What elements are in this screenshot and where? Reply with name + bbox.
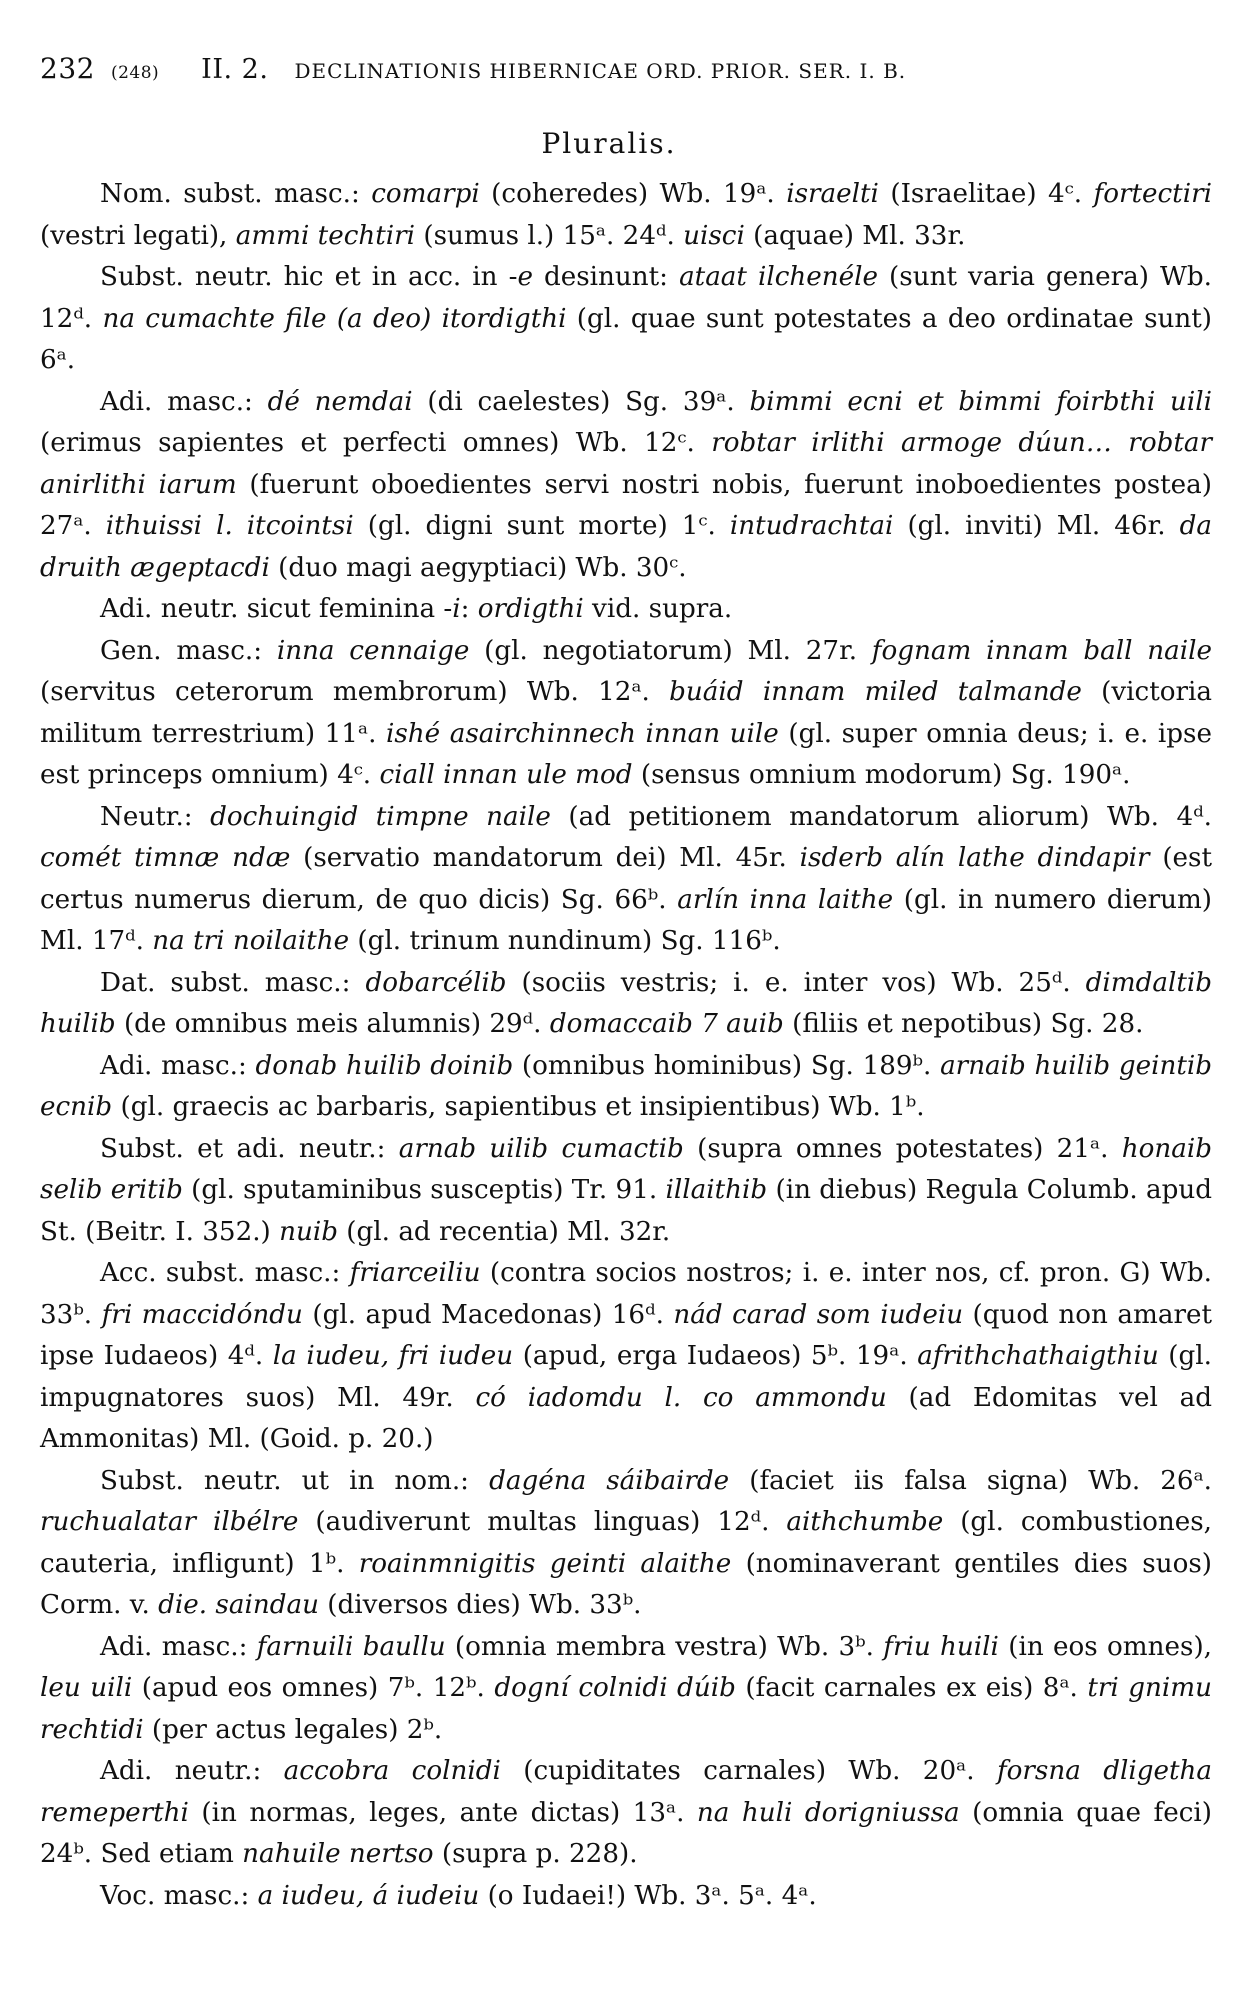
irish-form: arnaib huilib geintib ecnib — [40, 1050, 1213, 1122]
text-run: (gl. graecis ac barbaris, sapientibus et insipientibus) Wb. 1ᵇ. — [112, 1092, 925, 1122]
paragraph — [40, 1461, 1212, 1627]
paragraph — [40, 589, 1212, 631]
paragraph — [40, 797, 1212, 963]
page — [40, 52, 1212, 1917]
irish-form: nahuile nertso — [242, 1839, 434, 1869]
text-run: (gl. trinum nundinum) Sg. 116ᵇ. — [349, 926, 781, 956]
irish-form: e — [517, 262, 533, 292]
text-run: (aquae) Ml. 33r. — [744, 220, 966, 251]
text-run: Adi. masc.: — [100, 386, 268, 417]
irish-form: uisci — [683, 220, 745, 251]
paragraph — [40, 1876, 1212, 1918]
text-run: (quod non amaret ipse Iudaeos) 4ᵈ. — [40, 1299, 1213, 1371]
text-run: (ad petitionem mandatorum aliorum) Wb. 4ᵈ. — [550, 801, 1212, 832]
irish-form: aithchumbe — [786, 1507, 944, 1537]
text-run: (servatio mandatorum dei) Ml. 45r. — [290, 843, 800, 873]
paragraph — [40, 1253, 1212, 1461]
paragraph — [40, 963, 1212, 1046]
irish-form: inna cennaige — [276, 635, 470, 666]
text-run: (omnibus hominibus) Sg. 189ᵇ. — [513, 1050, 941, 1081]
text-run: (omnia quae feci) 24ᵇ. Sed etiam — [40, 1797, 1212, 1869]
irish-form: leu uili — [40, 1673, 133, 1703]
text-run: (gl. negotiatorum) Ml. 27r. — [469, 635, 872, 666]
text-run: (de omnibus meis alumnis) 29ᵈ. — [115, 1009, 550, 1039]
text-run: (coheredes) Wb. 19ᵃ. — [479, 179, 787, 209]
irish-form: israelti — [786, 179, 879, 209]
irish-form: a iudeu, á iudeiu — [257, 1880, 480, 1911]
text-run: Subst. et adi. neutr.: — [100, 1133, 399, 1164]
text-run: (in diebus) Regula Columb. apud St. (Beitr. I. 352.) — [40, 1175, 1212, 1247]
irish-form: dobarcélib — [365, 967, 507, 998]
text-run: (in normas, leges, ante dictas) 13ᵃ. — [188, 1797, 697, 1828]
text-run: (cupiditates carnales) Wb. 20ᵃ. — [500, 1756, 997, 1786]
text-run: (gl. combustiones, cauteria, infligunt) 1ᵇ. — [40, 1507, 1212, 1579]
irish-form: die. saindau — [158, 1590, 319, 1620]
irish-form: la iudeu, fri iudeu — [272, 1341, 514, 1371]
text-run: desinunt: — [532, 262, 680, 292]
irish-form: intudrachtai — [729, 511, 894, 541]
irish-form: na huli dorigniussa — [696, 1797, 960, 1828]
text-run: (apud eos omnes) 7ᵇ. 12ᵇ. — [132, 1673, 495, 1703]
paragraph — [40, 382, 1212, 590]
irish-form: bimmi ecni et bimmi foirbthi uili — [749, 386, 1212, 417]
irish-form: arlín inna laithe — [677, 884, 894, 915]
irish-form: ithuissi l. itcointsi — [105, 511, 354, 541]
paragraph — [40, 1046, 1212, 1129]
irish-form: dimdaltib huilib — [40, 967, 1213, 1039]
irish-form: ishé asairchinnech innan uile — [385, 718, 779, 749]
irish-form: dagéna sáibairde — [489, 1465, 730, 1496]
irish-form: dé nemdai — [267, 386, 413, 417]
irish-form: fri maccidóndu — [101, 1299, 303, 1330]
irish-form: da druith ægeptacdi — [40, 511, 1212, 583]
text-run: (Israelitae) 4ᶜ. — [878, 179, 1094, 209]
text-run: (omnia membra vestra) Wb. 3ᵇ. — [445, 1631, 884, 1662]
text-run: (supra omnes potestates) 21ᵃ. — [683, 1133, 1122, 1164]
text-run: Adi. neutr.: — [100, 1756, 284, 1786]
text-run: (gl. inviti) Ml. 46r. — [893, 511, 1180, 541]
text-run: Subst. neutr. ut in nom.: — [100, 1465, 490, 1496]
irish-form: có iadomdu l. co ammondu — [475, 1382, 887, 1413]
text-run: (fuerunt oboedientes servi nostri nobis, fuerunt inoboedientes postea) 27ᵃ. — [40, 469, 1212, 541]
text-run: Acc. subst. masc.: — [100, 1258, 350, 1288]
text-run: Adi. masc.: — [100, 1050, 256, 1081]
irish-form: dogní colnidi dúib — [494, 1673, 736, 1703]
irish-form: donab huilib doinib — [255, 1050, 514, 1081]
irish-form: farnuili baullu — [256, 1631, 446, 1662]
text-run: (gl. apud Macedonas) 16ᵈ. — [302, 1299, 674, 1330]
irish-form: domaccaib 7 auib — [549, 1009, 784, 1039]
paragraph — [40, 1627, 1212, 1752]
text-run: (sensus omnium modorum) Sg. 190ᵃ. — [632, 760, 1131, 790]
paragraph — [40, 1751, 1212, 1876]
text-run: (gl. sputaminibus susceptis) Tr. 91. — [182, 1175, 666, 1205]
sub-page-number: (248) — [110, 63, 160, 83]
text-run: (audiverunt multas linguas) 12ᵈ. — [298, 1507, 787, 1537]
text-run: (filiis et nepotibus) Sg. 28. — [783, 1009, 1144, 1039]
text-run: (facit carnales ex eis) 8ᵃ. — [735, 1673, 1088, 1703]
text-run: Gen. masc.: — [100, 635, 277, 666]
text-run: Dat. subst. masc.: — [100, 967, 366, 998]
text-run: (di caelestes) Sg. 39ᵃ. — [412, 386, 750, 417]
text-run: (gl. quae sunt potestates a deo ordinatae sunt) 6ᵃ. — [40, 303, 1212, 375]
text-run: Nom. subst. masc.: — [100, 179, 372, 209]
section-number: II. 2. — [201, 54, 269, 85]
irish-form: fortectiri — [1093, 179, 1212, 209]
text-run: (gl. in numero dierum) Ml. 17ᵈ. — [40, 884, 1212, 956]
text-run: (gl. impugnatores suos) Ml. 49r. — [40, 1341, 1212, 1413]
text-run: (victoria militum terrestrium) 11ᵃ. — [40, 677, 1212, 749]
text-run: (duo magi aegyptiaci) Wb. 30ᶜ. — [269, 552, 687, 583]
text-run: : — [460, 594, 478, 624]
paragraph — [40, 257, 1212, 382]
text-run: (nominaverant gentiles dies suos) Corm. v. — [40, 1548, 1212, 1620]
body-text — [40, 174, 1212, 1917]
irish-form: tri gnimu rechtidi — [40, 1673, 1212, 1745]
irish-form: dochuingid timpne naile — [210, 801, 551, 832]
text-run: (per actus legales) 2ᵇ. — [143, 1714, 443, 1745]
running-title: DECLINATIONIS HIBERNICAE ORD. PRIOR. SER. I. B. — [294, 59, 907, 83]
paragraph — [40, 1129, 1212, 1254]
text-run: (diversos dies) Wb. 33ᵇ. — [318, 1590, 642, 1620]
irish-form: comét timnæ ndæ — [40, 843, 291, 873]
text-run: (o Iudaei!) Wb. 3ᵃ. 5ᵃ. 4ᵃ. — [479, 1880, 817, 1911]
text-run: vid. supra. — [583, 594, 733, 624]
irish-form: arnab uilib cumactib — [398, 1133, 684, 1164]
text-run: (gl. digni sunt morte) 1ᶜ. — [353, 511, 730, 541]
paragraph — [40, 174, 1212, 257]
irish-form: afrithchathaigthiu — [917, 1341, 1159, 1371]
text-run: (supra p. 228). — [433, 1839, 638, 1869]
text-run: Adi. masc.: — [100, 1631, 257, 1662]
irish-form: forsna dligetha remeperthi — [40, 1756, 1212, 1828]
irish-form: ruchualatar ilbélre — [40, 1507, 299, 1537]
text-run: (ad Edomitas vel ad Ammonitas) Ml. (Goid. p. 20.) — [40, 1382, 1212, 1454]
text-run: (erimus sapientes et perfecti omnes) Wb. 12ᶜ. — [40, 428, 712, 458]
irish-form: illaithib — [665, 1175, 768, 1205]
text-run: Voc. masc.: — [100, 1880, 258, 1911]
running-header — [40, 52, 1212, 85]
paragraph — [40, 631, 1212, 797]
text-run: (gl. ad recentia) Ml. 32r. — [337, 1216, 671, 1247]
irish-form: ataat ilchenéle — [679, 262, 879, 292]
irish-form: na tri noilaithe — [152, 926, 350, 956]
text-run: (vestri legati), — [40, 220, 236, 251]
text-run: Neutr.: — [100, 801, 211, 832]
irish-form: i — [452, 594, 461, 624]
irish-form: friarceiliu — [349, 1258, 481, 1288]
irish-form: fognam innam ball naile — [871, 635, 1212, 666]
irish-form: na cumachte file (a deo) itordigthi — [102, 303, 567, 334]
irish-form: roainmnigitis geinti alaithe — [358, 1548, 732, 1579]
text-run: Adi. neutr. sicut feminina - — [100, 594, 453, 624]
irish-form: robtar irlithi armoge dúun… robtar anirlithi iarum — [40, 428, 1213, 500]
text-run: (in eos omnes), — [998, 1631, 1212, 1662]
irish-form: buáid innam miled talmande — [669, 677, 1082, 707]
text-run: (servitus ceterorum membrorum) Wb. 12ᵃ. — [40, 677, 670, 707]
section-title: Pluralis. — [541, 127, 677, 160]
text-run: (faciet iis falsa signa) Wb. 26ᵃ. — [729, 1465, 1213, 1496]
text-run: Subst. neutr. hic et in acc. in - — [100, 262, 518, 292]
irish-form: ordigthi — [477, 594, 584, 624]
irish-form: accobra colnidi — [283, 1756, 501, 1786]
text-run: (apud, erga Iudaeos) 5ᵇ. 19ᵃ. — [513, 1341, 918, 1371]
text-run: (sumus l.) 15ᵃ. 24ᵈ. — [415, 220, 684, 251]
irish-form: ammi techtiri — [235, 220, 416, 251]
irish-form: comarpi — [371, 179, 480, 209]
text-run: (contra socios nostros; i. e. inter nos, cf. pron. G) Wb. 33ᵇ. — [40, 1258, 1212, 1330]
page-number: 232 — [40, 52, 95, 85]
irish-form: nád carad som iudeiu — [673, 1299, 964, 1330]
text-run: (est certus numerus dierum, de quo dicis) Sg. 66ᵇ. — [40, 843, 1212, 915]
text-run: (sociis vestris; i. e. inter vos) Wb. 25ᵈ. — [506, 967, 1086, 998]
text-run: (gl. super omnia deus; i. e. ipse est princeps omnium) 4ᶜ. — [40, 718, 1212, 790]
text-run: (sunt varia genera) Wb. 12ᵈ. — [40, 262, 1213, 334]
irish-form: nuib — [279, 1216, 338, 1247]
irish-form: isderb alín lathe dindapir — [799, 843, 1150, 873]
irish-form: friu huili — [883, 1631, 999, 1662]
irish-form: ciall innan ule mod — [379, 760, 633, 790]
irish-form: honaib selib eritib — [40, 1133, 1212, 1205]
